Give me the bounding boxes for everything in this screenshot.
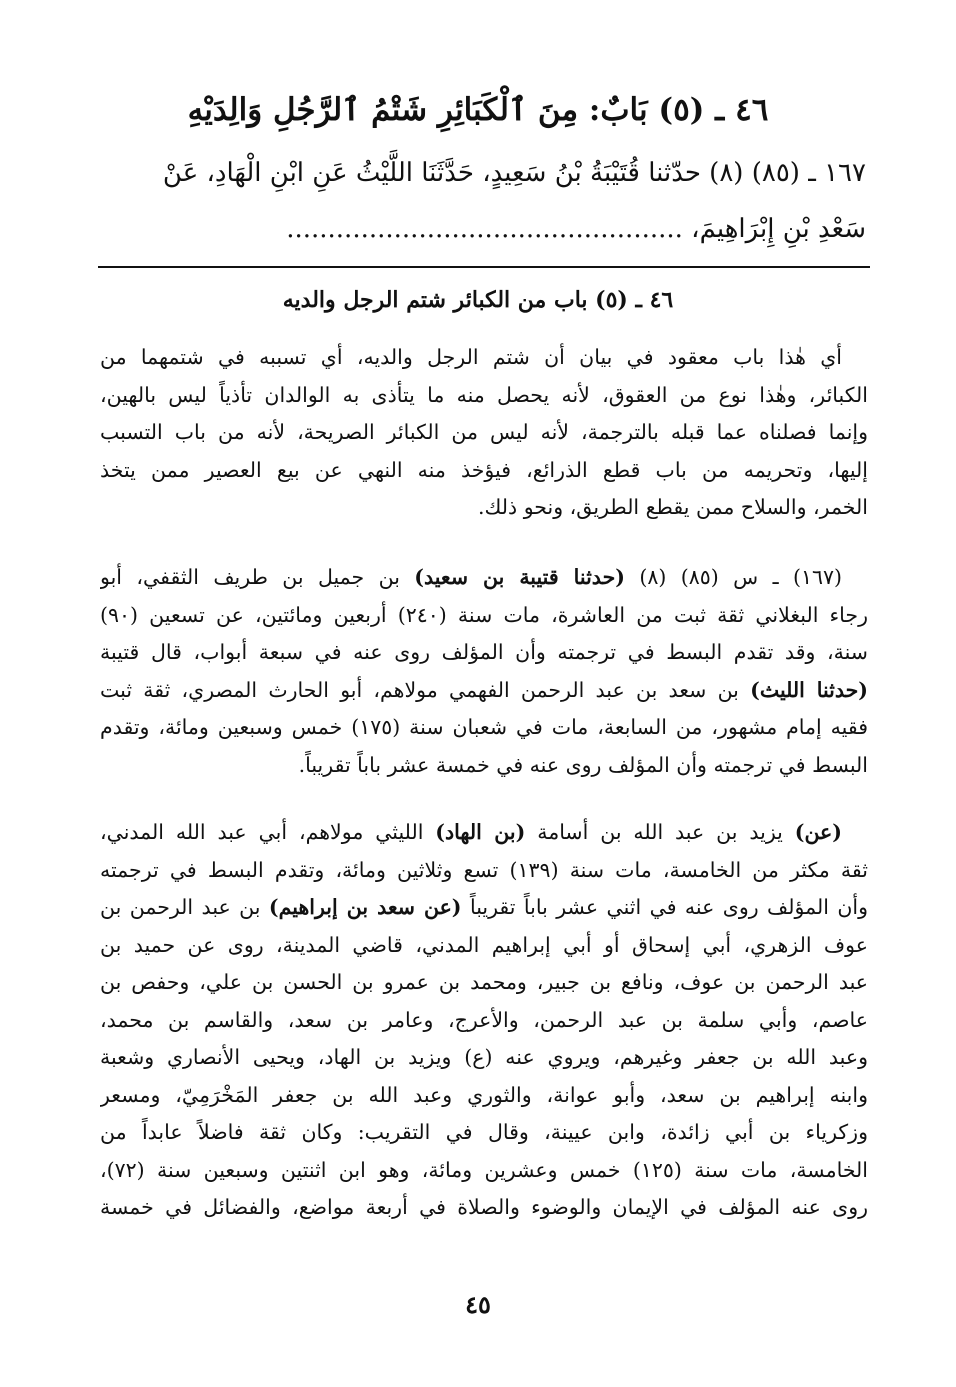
text-run: بن عبد الرحمن بن [100, 895, 269, 919]
paragraph-line [100, 889, 868, 927]
text-run: بن سعد بن عبد الرحمن الفهمي مولاهم، أبو الحارث المصري، ثقة ثبت [100, 677, 751, 702]
commentary-title: ٤٦ ـ (٥) باب من الكبائر شتم الرجل والديه [282, 287, 674, 313]
bold-text-run: (حدثنا الليث) [750, 677, 868, 702]
paragraph-line: سنة، وقد تقدم البسط في ترجمته وأن المؤلف روى عنه في سبعة أبواب، قال قتيبة [100, 640, 868, 664]
paragraph-line: إليها، وتحريمه من باب قطع الذرائع، فيؤخذ منه النهي عن بيع العصير ممن يتخذ [100, 457, 868, 482]
paragraph-line: البسط في ترجمته وأن المؤلف روى عنه في خمسة عشر باباً تقريباً. [298, 752, 868, 777]
text-run: وأن المؤلف روى عنه في اثني عشر باباً تقريباً [461, 895, 868, 919]
paragraph-line: فقيه إمام مشهور، من السابعة، مات في شعبان سنة (١٧٥) خمس وسبعين ومائة، وتقدم [100, 715, 868, 739]
paragraph-line: عبد الرحمن بن عوف، ونافع بن جبير، ومحمد بن عمرو بن الحسن بن علي، وحفص بن [100, 970, 868, 994]
commentary-paragraph-2 [100, 559, 868, 784]
page-number: ٤٥ [465, 1290, 491, 1319]
paragraph-line: أي هٰذا باب معقود في بيان أن شتم الرجل والديه، أي تسببه في شتمهما من [100, 345, 842, 369]
footnote-divider [98, 266, 870, 268]
bold-text-run: (عن) [794, 820, 842, 844]
paragraph-line: عاصم، وأبي سلمة بن عبد الرحمن، والأعرج، وعامر بن سعد، والقاسم بن محمد، [100, 1007, 868, 1032]
commentary-paragraph-3 [100, 814, 868, 1227]
paragraph-line: وعبد الله بن جعفر وغيرهم، ويروي عنه (ع) ويزيد بن الهاد، ويحيى الأنصاري وشعبة [100, 1045, 868, 1069]
text-run: بن جميل بن طريف الثقفي، أبو [100, 565, 415, 589]
paragraph-line: وإنما فصلناه عما قبله بالترجمة، لأنه ليس من الكبائر الصريحة، لأنه من باب التسبب [100, 420, 868, 444]
paragraph-line: عوف الزهري، أبي إسحاق أو أبي إبراهيم المدني، قاضي المدينة، روى عن حميد بن [100, 932, 868, 957]
commentary-paragraph-1 [100, 339, 868, 527]
paragraph-line: الخمر، والسلاح ممن يقطع الطريق، ونحو ذلك. [478, 495, 868, 519]
text-run: يزيد بن عبد الله بن أسامة [525, 820, 795, 844]
bold-text-run: (بن الهاد) [435, 820, 526, 844]
paragraph-line: وزكرياء بن أبي زائدة، وابن عيينة، وقال في التقريب: وكان ثقة فاضلاً عابداً من [100, 1120, 868, 1144]
hadith-line-2-text: سَعْدِ بْنِ إِبْرَاهِيمَ، [691, 214, 866, 244]
text-run: الليثي مولاهم، أبي عبد الله المدني، [100, 820, 436, 844]
paragraph-line [100, 814, 868, 852]
paragraph-line: روى عنه المؤلف في الإيمان والوضوء والصلاة في أربعة مواضع، والفضائل في خمسة [100, 1195, 868, 1219]
text-run: (١٦٧) ـ س (٨٥) (٨) [624, 565, 843, 589]
paragraph-line: رجاء البغلاني ثقة ثبت من العاشرة، مات سنة (٢٤٠) أربعين ومائتين، عن تسعين (٩٠) [100, 602, 868, 627]
paragraph-line: ثقة مكثر من الخامسة، مات سنة (١٣٩) تسع وثلاثين ومائة، وتقدم البسط في ترجمته [100, 857, 868, 882]
hadith-line-2 [100, 201, 866, 257]
hadith-line-1: ١٦٧ ـ (٨٥) (٨) حدّثنا قُتَيْبَةُ بْنُ سَعِيدٍ، حَدَّثَنَا اللَّيْثُ عَنِ ابْنِ الْهَادِ، عَنْ [162, 158, 866, 188]
hadith-text [100, 145, 866, 257]
bold-text-run: (عن سعد بن إبراهيم) [268, 895, 462, 919]
ellipsis-dots: ................................................ [286, 214, 683, 244]
paragraph-line: وابنه إبراهيم بن سعد، وأبو عوانة، والثوري وعبد الله بن جعفر المَخْرَمِيّ، ومسعر [100, 1082, 868, 1107]
paragraph-line: الخامسة، مات سنة (١٢٥) خمس وعشرين ومائة، وهو ابن اثنتين وسبعين سنة (٧٢)، [100, 1157, 868, 1182]
bold-text-run: (حدثنا قتيبة بن سعيد) [414, 565, 625, 589]
paragraph-line [100, 559, 868, 597]
chapter-title: ٤٦ ـ (٥) بَابٌ: مِنَ ٱلْكَبَائِرِ شَتْمُ ٱلرَّجُلِ وَالِدَيْهِ [187, 92, 769, 128]
paragraph-line [100, 672, 868, 710]
paragraph-line: الكبائر، وهٰذا نوع من العقوق، لأنه يحصل منه ما يتأذى به الوالدان تأذياً ليس بالهين، [100, 382, 868, 407]
